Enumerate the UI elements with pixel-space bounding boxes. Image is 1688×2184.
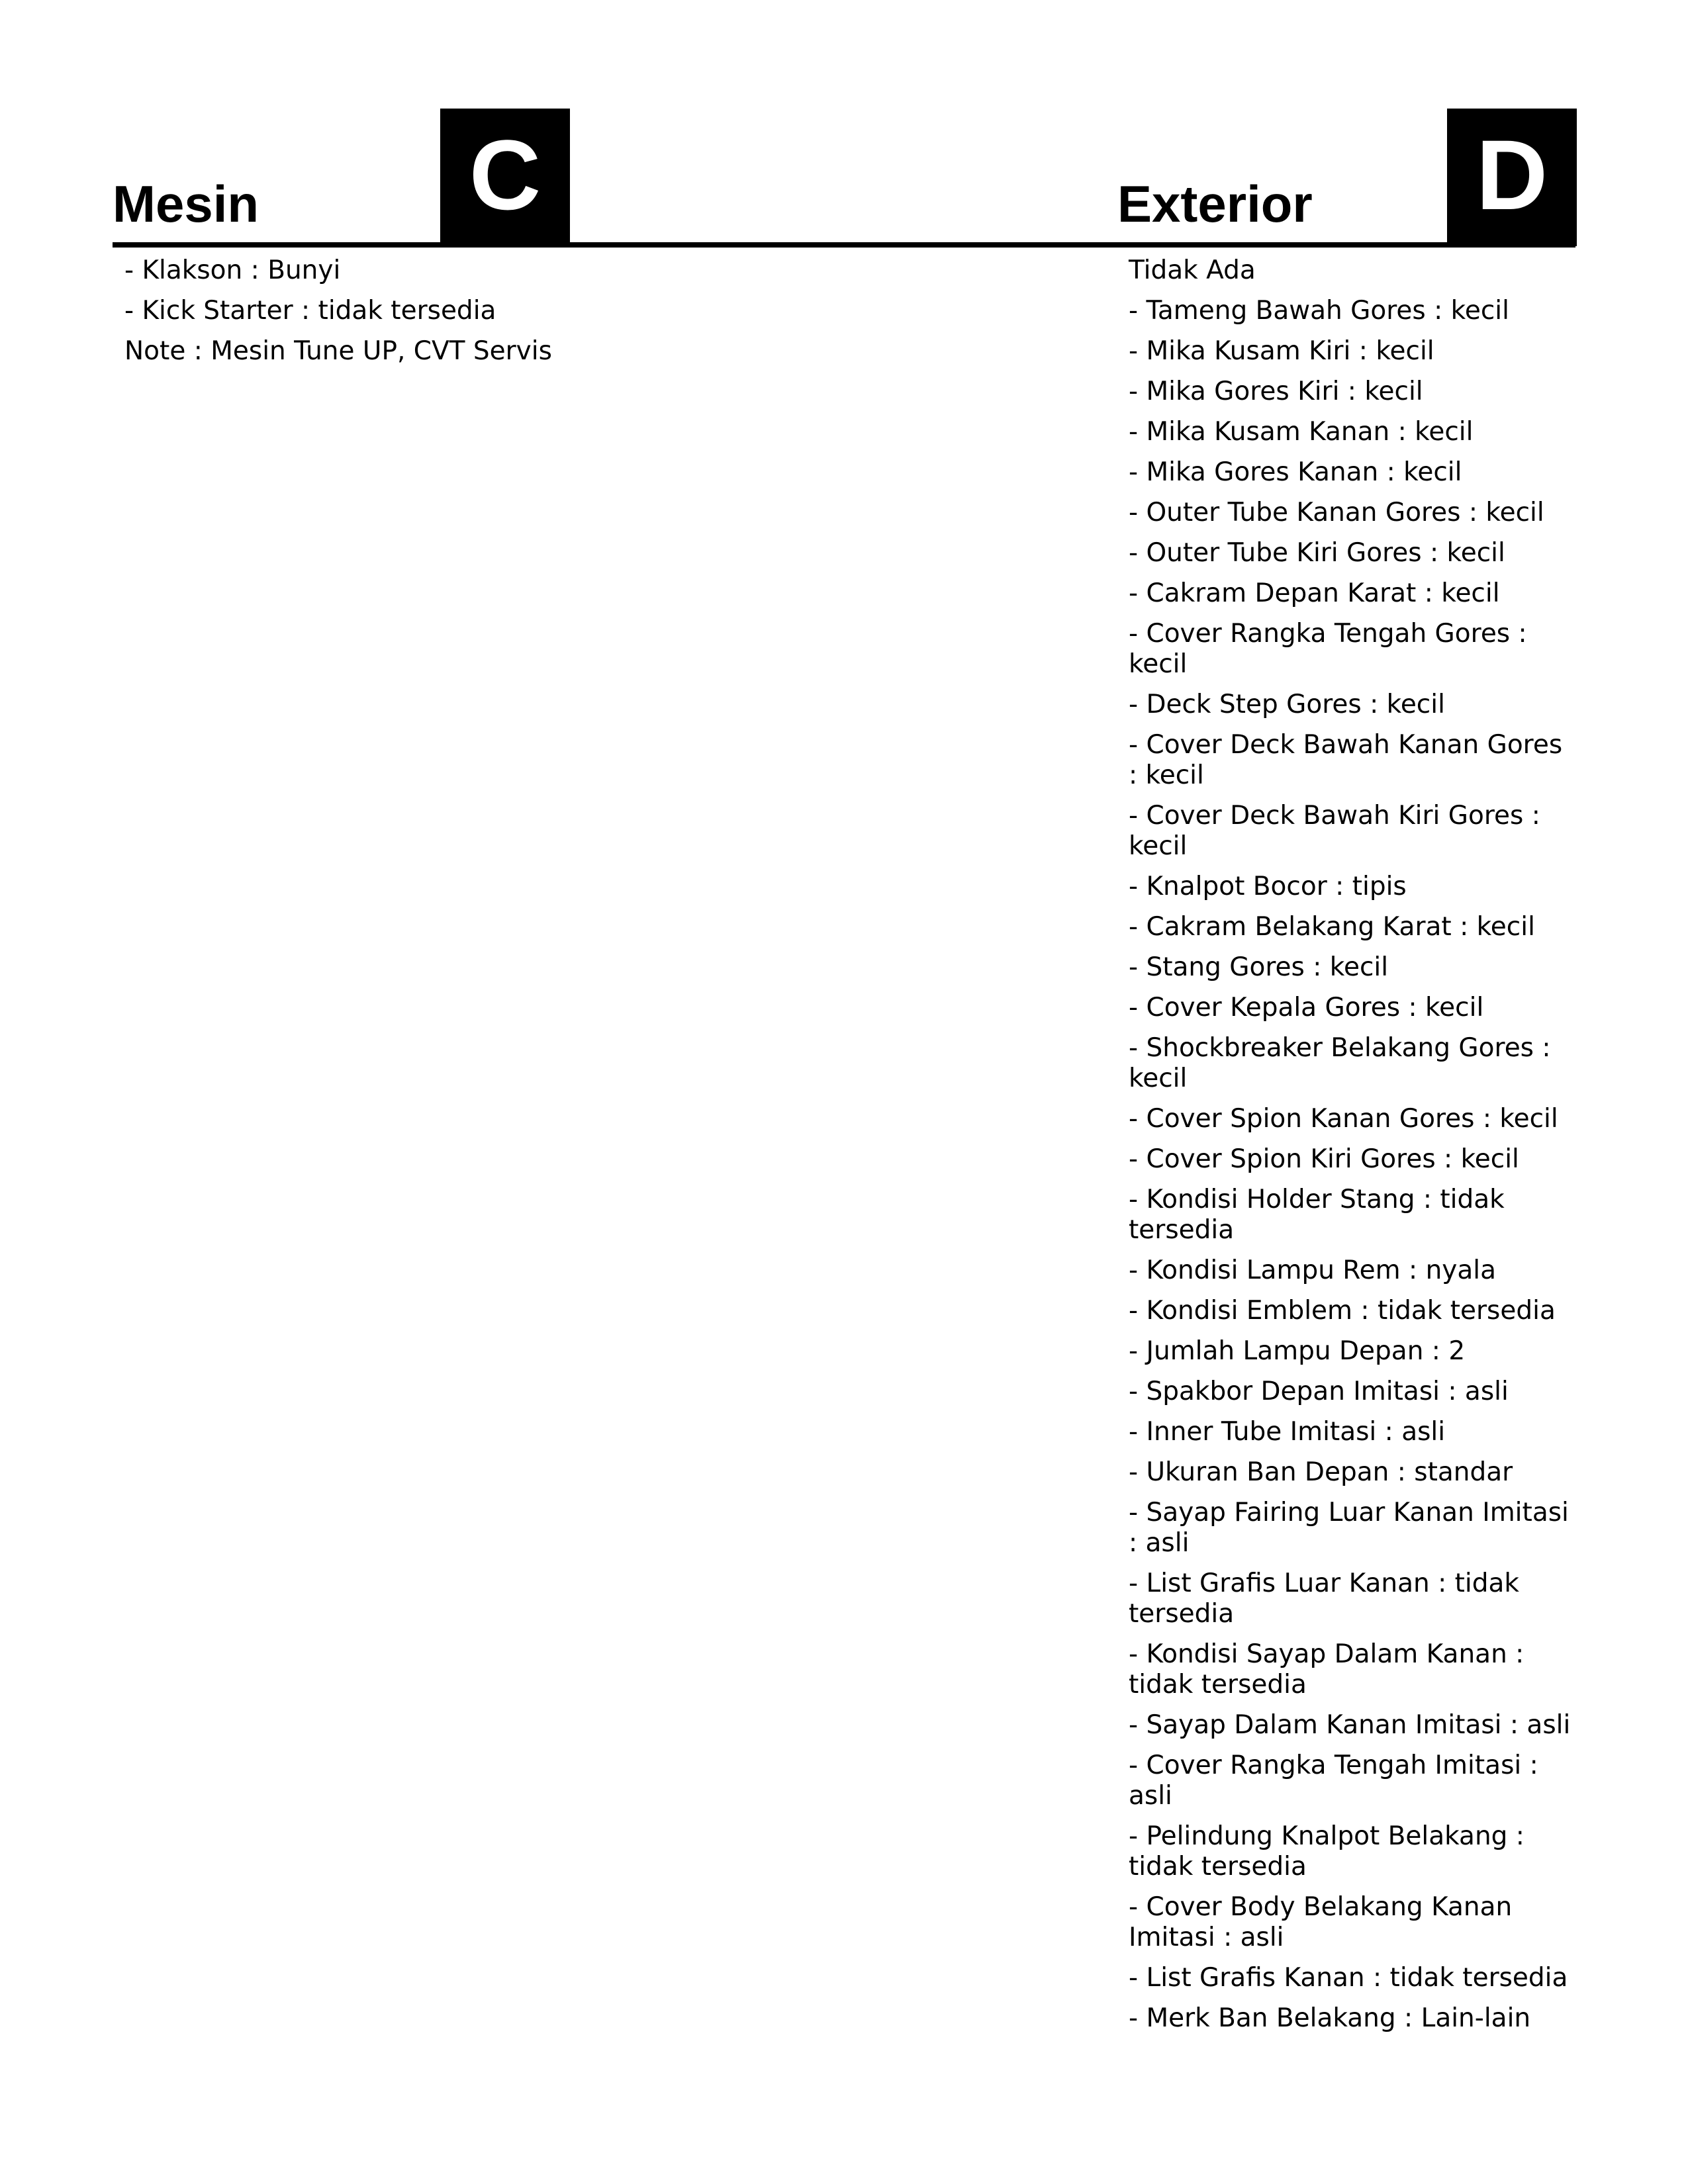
exterior-list-item: - Cover Spion Kiri Gores : kecil: [1129, 1144, 1519, 1174]
exterior-list-item: Tidak Ada: [1129, 255, 1256, 285]
exterior-list-item: - Sayap Fairing Luar Kanan Imitasi : asli: [1129, 1498, 1569, 1558]
exterior-section-title: Exterior: [1117, 175, 1313, 233]
exterior-section-letter-badge: D: [1447, 109, 1577, 246]
mesin-section-letter-badge: C: [440, 109, 570, 246]
exterior-list-item: - Cakram Depan Karat : kecil: [1129, 578, 1500, 608]
exterior-list-item: - Sayap Dalam Kanan Imitasi : asli: [1129, 1710, 1571, 1740]
exterior-list-item: - Kondisi Holder Stang : tidak tersedia: [1129, 1185, 1505, 1245]
mesin-list-item: Note : Mesin Tune UP, CVT Servis: [124, 336, 552, 366]
exterior-list-item: - List Grafis Luar Kanan : tidak tersedia: [1129, 1569, 1519, 1629]
exterior-list-item: - Kondisi Lampu Rem : nyala: [1129, 1255, 1497, 1285]
exterior-list-item: - Tameng Bawah Gores : kecil: [1129, 296, 1509, 326]
exterior-list-item: - Pelindung Knalpot Belakang : tidak tersedia: [1129, 1821, 1524, 1882]
exterior-list-item: - Cover Kepala Gores : kecil: [1129, 993, 1484, 1023]
exterior-list-item: - Kondisi Emblem : tidak tersedia: [1129, 1296, 1556, 1326]
exterior-list-item: - Ukuran Ban Depan : standar: [1129, 1457, 1513, 1487]
exterior-item-list: [1129, 255, 1572, 2044]
mesin-list-item: - Klakson : Bunyi: [124, 255, 341, 285]
exterior-list-item: - Jumlah Lampu Depan : 2: [1129, 1336, 1466, 1366]
exterior-list-item: - Cover Rangka Tengah Imitasi : asli: [1129, 1751, 1538, 1811]
exterior-list-item: - Mika Kusam Kanan : kecil: [1129, 417, 1474, 447]
exterior-list-item: - Outer Tube Kanan Gores : kecil: [1129, 498, 1544, 527]
header-divider: [113, 242, 1575, 248]
exterior-list-item: - Spakbor Depan Imitasi : asli: [1129, 1377, 1509, 1406]
exterior-list-item: - Mika Gores Kanan : kecil: [1129, 457, 1462, 487]
exterior-list-item: - Shockbreaker Belakang Gores : kecil: [1129, 1033, 1551, 1093]
exterior-list-item: - Outer Tube Kiri Gores : kecil: [1129, 538, 1505, 568]
exterior-list-item: - Cover Deck Bawah Kanan Gores : kecil: [1129, 730, 1563, 790]
exterior-list-item: - Merk Ban Belakang : Lain-lain: [1129, 2003, 1531, 2033]
exterior-list-item: - Cakram Belakang Karat : kecil: [1129, 912, 1535, 942]
exterior-list-item: - List Grafis Kanan : tidak tersedia: [1129, 1963, 1568, 1993]
exterior-list-item: - Kondisi Sayap Dalam Kanan : tidak tersedia: [1129, 1639, 1524, 1700]
exterior-list-item: - Cover Body Belakang Kanan Imitasi : asli: [1129, 1892, 1513, 1952]
mesin-list-item: - Kick Starter : tidak tersedia: [124, 296, 496, 326]
exterior-list-item: - Cover Spion Kanan Gores : kecil: [1129, 1104, 1558, 1134]
exterior-list-item: - Cover Deck Bawah Kiri Gores : kecil: [1129, 801, 1540, 861]
exterior-list-item: - Stang Gores : kecil: [1129, 952, 1389, 982]
exterior-list-item: - Mika Kusam Kiri : kecil: [1129, 336, 1434, 366]
exterior-list-item: - Deck Step Gores : kecil: [1129, 690, 1445, 719]
exterior-list-item: - Mika Gores Kiri : kecil: [1129, 377, 1423, 406]
mesin-item-list: [124, 255, 720, 377]
exterior-list-item: - Inner Tube Imitasi : asli: [1129, 1417, 1446, 1447]
mesin-section-title: Mesin: [113, 175, 259, 233]
exterior-list-item: - Knalpot Bocor : tipis: [1129, 872, 1407, 901]
exterior-list-item: - Cover Rangka Tengah Gores : kecil: [1129, 619, 1527, 679]
